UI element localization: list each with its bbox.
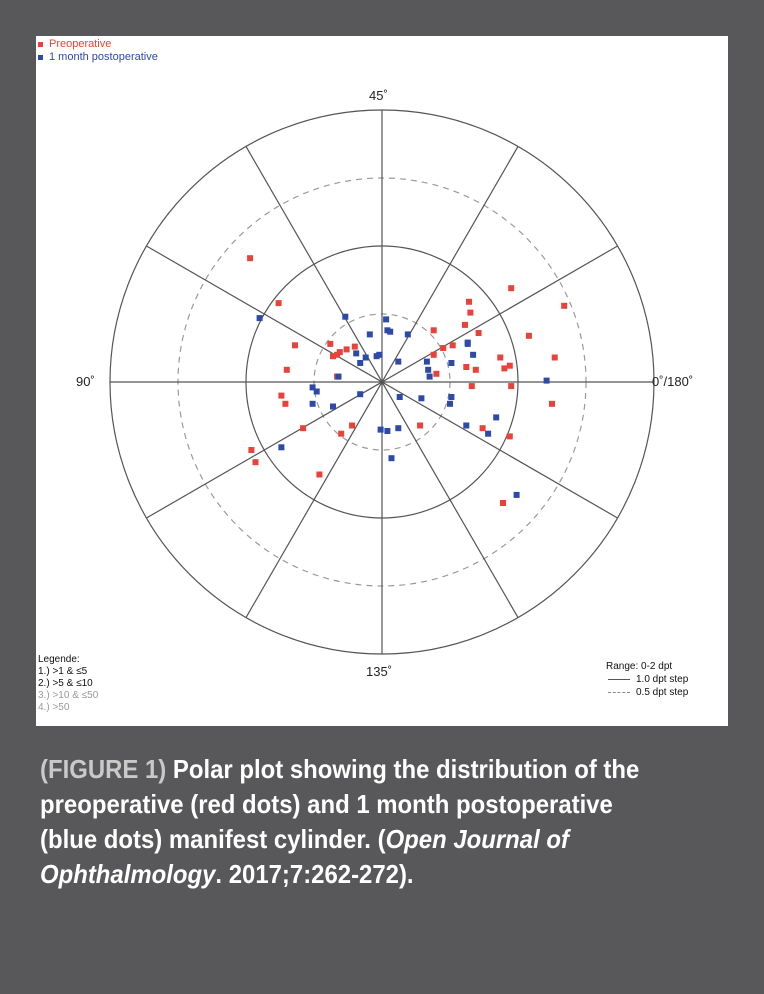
magnitude-legend-title: Legende: [38,654,80,665]
caption-tail: . 2017;7:262-272). [215,859,414,889]
caption-lead: (FIGURE 1) [40,754,167,784]
angle-label-bottom: 135˚ [366,664,393,679]
caption-journal: Open Journal of Ophthalmology [40,824,569,889]
preoperative-point [338,431,344,437]
preoperative-point [253,459,259,465]
preoperative-point [352,344,358,350]
preoperative-point [276,300,282,306]
polar-plot-panel [36,36,728,726]
postoperative-point [405,331,411,337]
preoperative-point [508,285,514,291]
postoperative-point [330,404,336,410]
postoperative-point [383,316,389,322]
angle-label-top: 45˚ [369,88,388,103]
preoperative-point [467,310,473,316]
postoperative-point [427,374,433,380]
legend-swatch-postoperative [38,55,43,60]
postoperative-point [357,391,363,397]
preoperative-point [431,352,437,358]
magnitude-legend-item: 2.) >5 & ≤10 [38,678,93,689]
postoperative-point [447,401,453,407]
postoperative-point [367,331,373,337]
postoperative-point [514,492,520,498]
preoperative-point [247,255,253,261]
postoperative-point [424,359,430,365]
series-legend [38,38,158,64]
caption-text: Polar plot showing the distribution of the preoperative (red dots) and 1 month postoperative (blue dots) manifest cylinder. ( [40,754,640,854]
preoperative-point [526,333,532,339]
preoperative-point [431,327,437,333]
preoperative-point [327,341,333,347]
legend-label-preoperative: Preoperative [49,38,112,50]
figure-caption [40,752,675,892]
range-solid-step [608,673,688,686]
magnitude-legend-item: 1.) >1 & ≤5 [38,666,88,677]
postoperative-point [463,423,469,429]
preoperative-point [316,472,322,478]
solid-line-swatch [608,679,630,680]
postoperative-point [470,352,476,358]
preoperative-point [292,342,298,348]
magnitude-legend-item: 4.) >50 [38,702,70,713]
polar-plot [36,36,728,726]
preoperative-point [337,349,343,355]
postoperative-point [485,431,491,437]
postoperative-point [493,414,499,420]
preoperative-point [469,383,475,389]
postoperative-point [363,355,369,361]
preoperative-point [282,401,288,407]
dashed-line-swatch [608,692,630,693]
preoperative-point [480,425,486,431]
range-title: Range: 0-2 dpt [606,661,673,672]
preoperative-point [507,433,513,439]
postoperative-point [395,359,401,365]
preoperative-point [497,355,503,361]
preoperative-point [450,342,456,348]
preoperative-point [476,330,482,336]
postoperative-point [389,455,395,461]
postoperative-point [387,329,393,335]
preoperative-point [466,299,472,305]
preoperative-point [473,367,479,373]
preoperative-point [300,425,306,431]
postoperative-point [465,341,471,347]
preoperative-point [463,364,469,370]
legend-swatch-preoperative [38,42,43,47]
legend-label-postoperative: 1 month postoperative [49,51,158,63]
postoperative-point [378,427,384,433]
postoperative-point [544,378,550,384]
preoperative-point [284,367,290,373]
postoperative-point [310,401,316,407]
preoperative-point [278,393,284,399]
postoperative-point [448,360,454,366]
preoperative-point [344,346,350,352]
preoperative-point [248,447,254,453]
preoperative-point [433,371,439,377]
magnitude-legend-item: 3.) >10 & ≤50 [38,690,99,701]
angle-label-left: 90˚ [76,374,95,389]
postoperative-point [357,360,363,366]
preoperative-point [349,423,355,429]
legend-item-preoperative [38,38,158,51]
dashed-step-label: 0.5 dpt step [636,687,689,698]
legend-item-postoperative [38,51,158,64]
preoperative-point [462,322,468,328]
preoperative-point [440,345,446,351]
range-legend [606,660,688,699]
postoperative-point [395,425,401,431]
postoperative-point [257,315,263,321]
preoperative-point [330,353,336,359]
preoperative-point [501,365,507,371]
postoperative-point [384,428,390,434]
preoperative-point [507,363,513,369]
postoperative-point [336,374,342,380]
postoperative-point [278,444,284,450]
preoperative-point [549,401,555,407]
postoperative-point [425,367,431,373]
postoperative-point [342,314,348,320]
postoperative-point [397,394,403,400]
preoperative-point [552,355,558,361]
postoperative-point [314,389,320,395]
magnitude-legend [38,654,98,714]
range-dashed-step [608,686,688,699]
postoperative-point [353,350,359,356]
preoperative-point [417,423,423,429]
solid-step-label: 1.0 dpt step [636,674,689,685]
preoperative-point [500,500,506,506]
postoperative-point [418,395,424,401]
postoperative-point [448,394,454,400]
angle-label-right: 0˚/180˚ [652,374,694,389]
preoperative-point [508,383,514,389]
postoperative-point [376,352,382,358]
preoperative-point [561,303,567,309]
